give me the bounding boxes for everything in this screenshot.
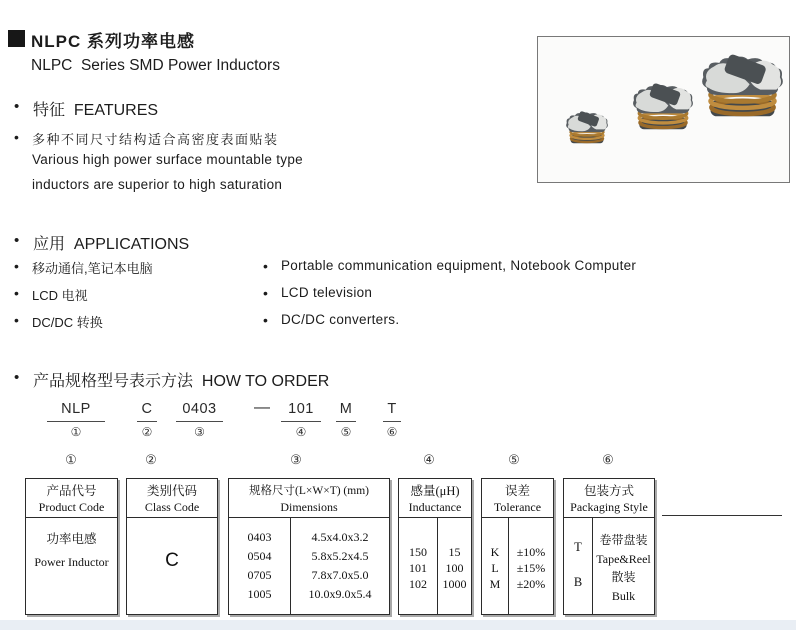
packaging-header xyxy=(564,479,654,518)
inductor-large xyxy=(702,53,783,116)
features-heading-label: 特征 FEATURES xyxy=(33,102,159,119)
class-code-header xyxy=(127,479,217,518)
class-code-value: C xyxy=(165,550,179,571)
tolerance-value: ±15% xyxy=(516,561,546,575)
size-code: 0504 xyxy=(247,549,272,563)
horizontal-rule xyxy=(662,515,782,516)
tolerance-body xyxy=(482,518,553,614)
inductor-medium xyxy=(633,83,693,130)
tolerance-code: L xyxy=(491,561,499,575)
packaging-code: B xyxy=(573,575,583,589)
order-code-part-packaging xyxy=(383,401,401,439)
inductor-small xyxy=(566,111,608,144)
section-marker-square xyxy=(8,30,25,47)
size-code: 0705 xyxy=(247,568,272,582)
order-code-part-inductance xyxy=(281,401,321,439)
order-code-text: M xyxy=(336,401,356,422)
packaging-cn: 卷带盘装 xyxy=(599,533,648,547)
application-item-en xyxy=(263,285,372,301)
table-col-product-code xyxy=(25,478,118,615)
application-item-en xyxy=(263,258,636,274)
header-cn: 规格尺寸(L×W×T) (mm) xyxy=(249,485,369,497)
tolerance-code: K xyxy=(490,545,500,559)
packaging-code-column xyxy=(564,518,593,614)
bullet-icon: • xyxy=(263,285,269,301)
inductance-body xyxy=(399,518,471,614)
bullet-icon: • xyxy=(263,312,269,328)
order-code-part-size xyxy=(176,401,223,439)
order-code-number: ④ xyxy=(295,425,307,439)
order-code-number: ③ xyxy=(194,425,205,439)
applications-heading xyxy=(14,231,189,254)
order-code-text: NLP xyxy=(47,401,105,422)
feature-item-en-line2: inductors are superior to high saturation xyxy=(32,177,283,192)
how-to-order-heading-label: 产品规格型号表示方法 HOW TO ORDER xyxy=(33,373,330,390)
header-en: Product Code xyxy=(38,500,105,514)
header-en: Class Code xyxy=(144,500,200,514)
order-code-text: 101 xyxy=(281,401,321,422)
tolerance-header xyxy=(482,479,553,518)
page-title-en: NLPC Series SMD Power Inductors xyxy=(31,57,280,74)
table-col-dimensions xyxy=(228,478,390,615)
bullet-icon: • xyxy=(14,312,19,328)
inductance-value-column xyxy=(438,518,471,614)
inductance-code: 102 xyxy=(409,577,427,591)
feature-item-cn-text: 多种不同尺寸结构适合高密度表面贴装 xyxy=(32,132,279,147)
application-item-text: DC/DC converters. xyxy=(281,312,400,327)
table-col-class-code xyxy=(126,478,218,615)
order-code-text: 0403 xyxy=(176,401,223,422)
application-item xyxy=(14,285,88,304)
order-code-number: ② xyxy=(141,425,153,439)
dimensions-body xyxy=(229,518,389,614)
header-en: Packaging Style xyxy=(570,500,648,514)
order-code-dash: — xyxy=(254,399,270,416)
packaging-en: Bulk xyxy=(611,588,636,603)
application-item-text: DC/DC 转换 xyxy=(32,315,103,330)
size-code-column xyxy=(229,518,291,614)
packaging-en: Tape&Reel xyxy=(596,551,651,566)
order-code-part-product xyxy=(47,401,105,439)
header-en: Dimensions xyxy=(280,500,338,514)
footer-bar xyxy=(0,620,796,630)
packaging-code: T xyxy=(574,540,582,554)
size-value: 5.8x5.2x4.5 xyxy=(311,549,369,563)
inductance-value: 15 xyxy=(448,545,461,559)
header-cn: 类别代码 xyxy=(146,484,197,498)
inductance-code: 150 xyxy=(409,545,427,559)
application-item xyxy=(14,312,103,331)
bullet-icon: • xyxy=(14,129,19,145)
order-code-number: ⑤ xyxy=(340,425,352,439)
inductance-code-column xyxy=(399,518,438,614)
how-to-order-heading xyxy=(14,368,329,391)
applications-heading-label: 应用 APPLICATIONS xyxy=(33,236,190,253)
header-cn: 误差 xyxy=(504,484,530,498)
table-col-inductance xyxy=(398,478,472,615)
table-col-tolerance xyxy=(481,478,554,615)
size-value: 4.5x4.0x3.2 xyxy=(311,530,369,544)
table-col-number: ⑥ xyxy=(602,452,614,467)
application-item-text: Portable communication equipment, Notebook Computer xyxy=(281,258,637,273)
table-col-packaging xyxy=(563,478,655,615)
application-item-en xyxy=(263,312,399,328)
header-en: Inductance xyxy=(408,500,462,514)
application-item xyxy=(14,258,153,277)
bullet-icon: • xyxy=(14,285,19,301)
bullet-icon: • xyxy=(263,258,269,274)
size-value: 10.0x9.0x5.4 xyxy=(308,587,372,601)
inductance-value: 100 xyxy=(445,561,464,575)
packaging-body xyxy=(564,518,654,614)
application-item-text: 移动通信,笔记本电脑 xyxy=(32,261,153,276)
packaging-cn: 散装 xyxy=(611,570,636,584)
order-code-number: ⑥ xyxy=(386,425,398,439)
header-cn: 感量(μH) xyxy=(410,484,460,498)
order-code-part-tolerance xyxy=(336,401,356,439)
bullet-icon: • xyxy=(14,369,20,386)
size-code: 0403 xyxy=(247,530,272,544)
table-col-number: ④ xyxy=(423,452,435,467)
inductance-header xyxy=(399,479,471,518)
tolerance-code: M xyxy=(489,577,501,591)
bullet-icon: • xyxy=(14,98,20,115)
table-col-number: ③ xyxy=(290,452,302,467)
tolerance-value: ±20% xyxy=(516,577,546,591)
header-cn: 包装方式 xyxy=(583,484,634,498)
dimensions-header xyxy=(229,479,389,518)
inductance-value: 1000 xyxy=(442,577,467,591)
inductance-code: 101 xyxy=(409,561,427,575)
header-cn: 产品代号 xyxy=(46,484,97,498)
order-code-text: T xyxy=(383,401,401,422)
table-col-number: ① xyxy=(65,452,77,467)
feature-item-cn xyxy=(14,129,279,148)
product-code-body xyxy=(26,518,117,614)
table-col-number: ② xyxy=(145,452,157,467)
order-code-number: ① xyxy=(70,425,82,439)
size-value-column xyxy=(291,518,389,614)
tolerance-value-column xyxy=(509,518,553,614)
table-col-number: ⑤ xyxy=(508,452,520,467)
product-body-cn: 功率电感 xyxy=(46,532,97,546)
bullet-icon: • xyxy=(14,232,20,249)
header-en: Tolerance xyxy=(493,500,542,514)
application-item-text: LCD 电视 xyxy=(32,288,88,303)
product-photo-frame xyxy=(537,36,790,183)
product-body-en: Power Inductor xyxy=(34,555,109,569)
order-code-text: C xyxy=(137,401,157,422)
packaging-value-column xyxy=(593,518,654,614)
page-title-cn: NLPC 系列功率电感 xyxy=(31,32,195,51)
feature-item-en-line1: Various high power surface mountable type xyxy=(32,152,303,167)
inductor-illustration xyxy=(538,37,789,182)
product-code-header xyxy=(26,479,117,518)
order-code-part-class xyxy=(137,401,157,439)
application-item-text: LCD television xyxy=(281,285,373,300)
size-value: 7.8x7.0x5.0 xyxy=(311,568,369,582)
tolerance-code-column xyxy=(482,518,509,614)
size-code: 1005 xyxy=(247,587,272,601)
tolerance-value: ±10% xyxy=(516,545,546,559)
features-heading xyxy=(14,97,158,120)
bullet-icon: • xyxy=(14,258,19,274)
